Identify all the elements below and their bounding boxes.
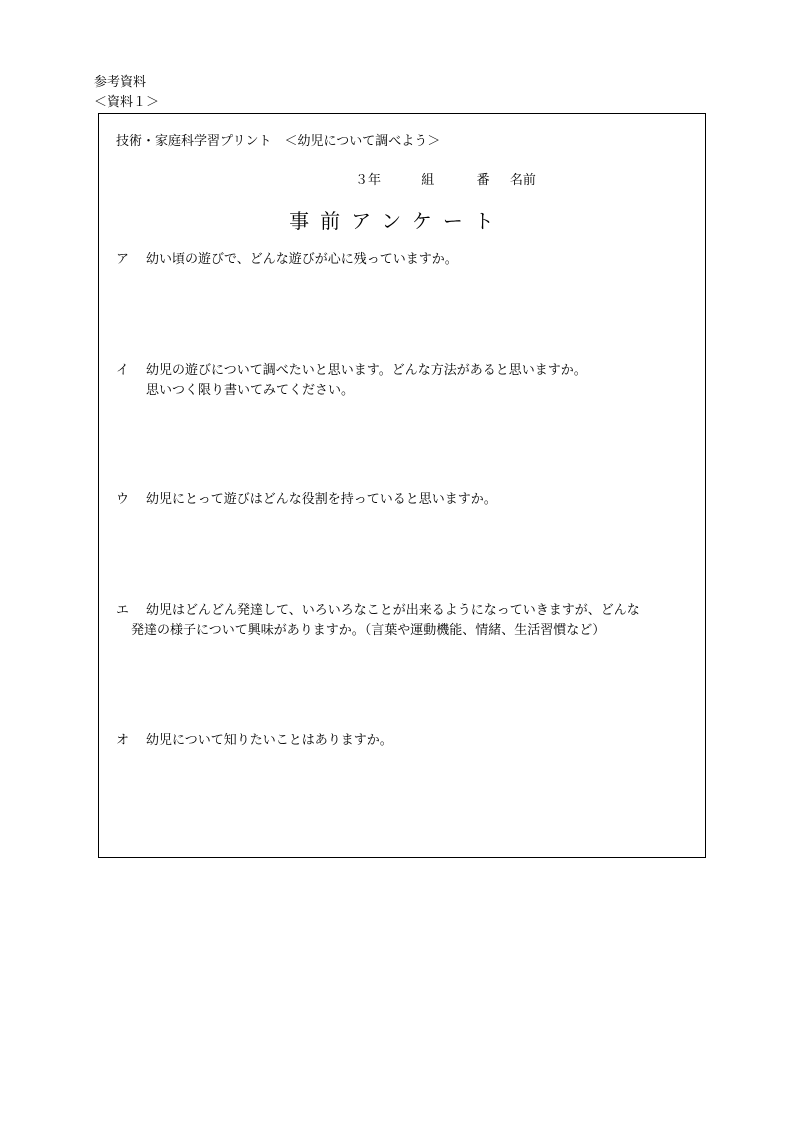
question-text: 幼児にとって遊びはどんな役割を持っていると思いますか。 <box>146 492 497 507</box>
reference-label: 参考資料 <box>94 75 147 90</box>
question-text: 幼い頃の遊びで、どんな遊びが心に残っていますか。 <box>146 252 458 267</box>
reference-tag: ＜資料１＞ <box>94 95 160 110</box>
question-e-continuation: 発達の様子について興味がありますか。（言葉や運動機能、情緒、生活習慣など） <box>131 623 606 638</box>
name-label: 名前 <box>509 173 536 188</box>
question-marker: ウ <box>116 492 130 507</box>
question-i-continuation: 思いつく限り書いてみてください。 <box>146 383 355 398</box>
survey-heading: 事前アンケート <box>289 209 505 233</box>
question-text: 幼児の遊びについて調べたいと思います。どんな方法があると思いますか。 <box>146 363 587 378</box>
question-i <box>116 362 587 380</box>
question-marker: オ <box>116 733 130 748</box>
question-marker: イ <box>116 363 130 378</box>
question-marker: エ <box>116 603 130 618</box>
question-u <box>116 491 497 509</box>
class-label: 組 <box>421 173 435 188</box>
number-label: 番 <box>476 173 490 188</box>
question-e <box>116 602 640 620</box>
question-text: 幼児について知りたいことはありますか。 <box>146 733 393 748</box>
question-text: 幼児はどんどん発達して、いろいろなことが出来るようになっていきますが、どんな <box>146 603 640 618</box>
question-o <box>116 732 393 750</box>
name-row <box>355 172 536 190</box>
grade-label: ３年 <box>355 173 382 188</box>
question-a <box>116 251 458 269</box>
worksheet-title: 技術・家庭科学習プリント ＜幼児について調べよう＞ <box>116 134 441 149</box>
question-marker: ア <box>116 252 130 267</box>
